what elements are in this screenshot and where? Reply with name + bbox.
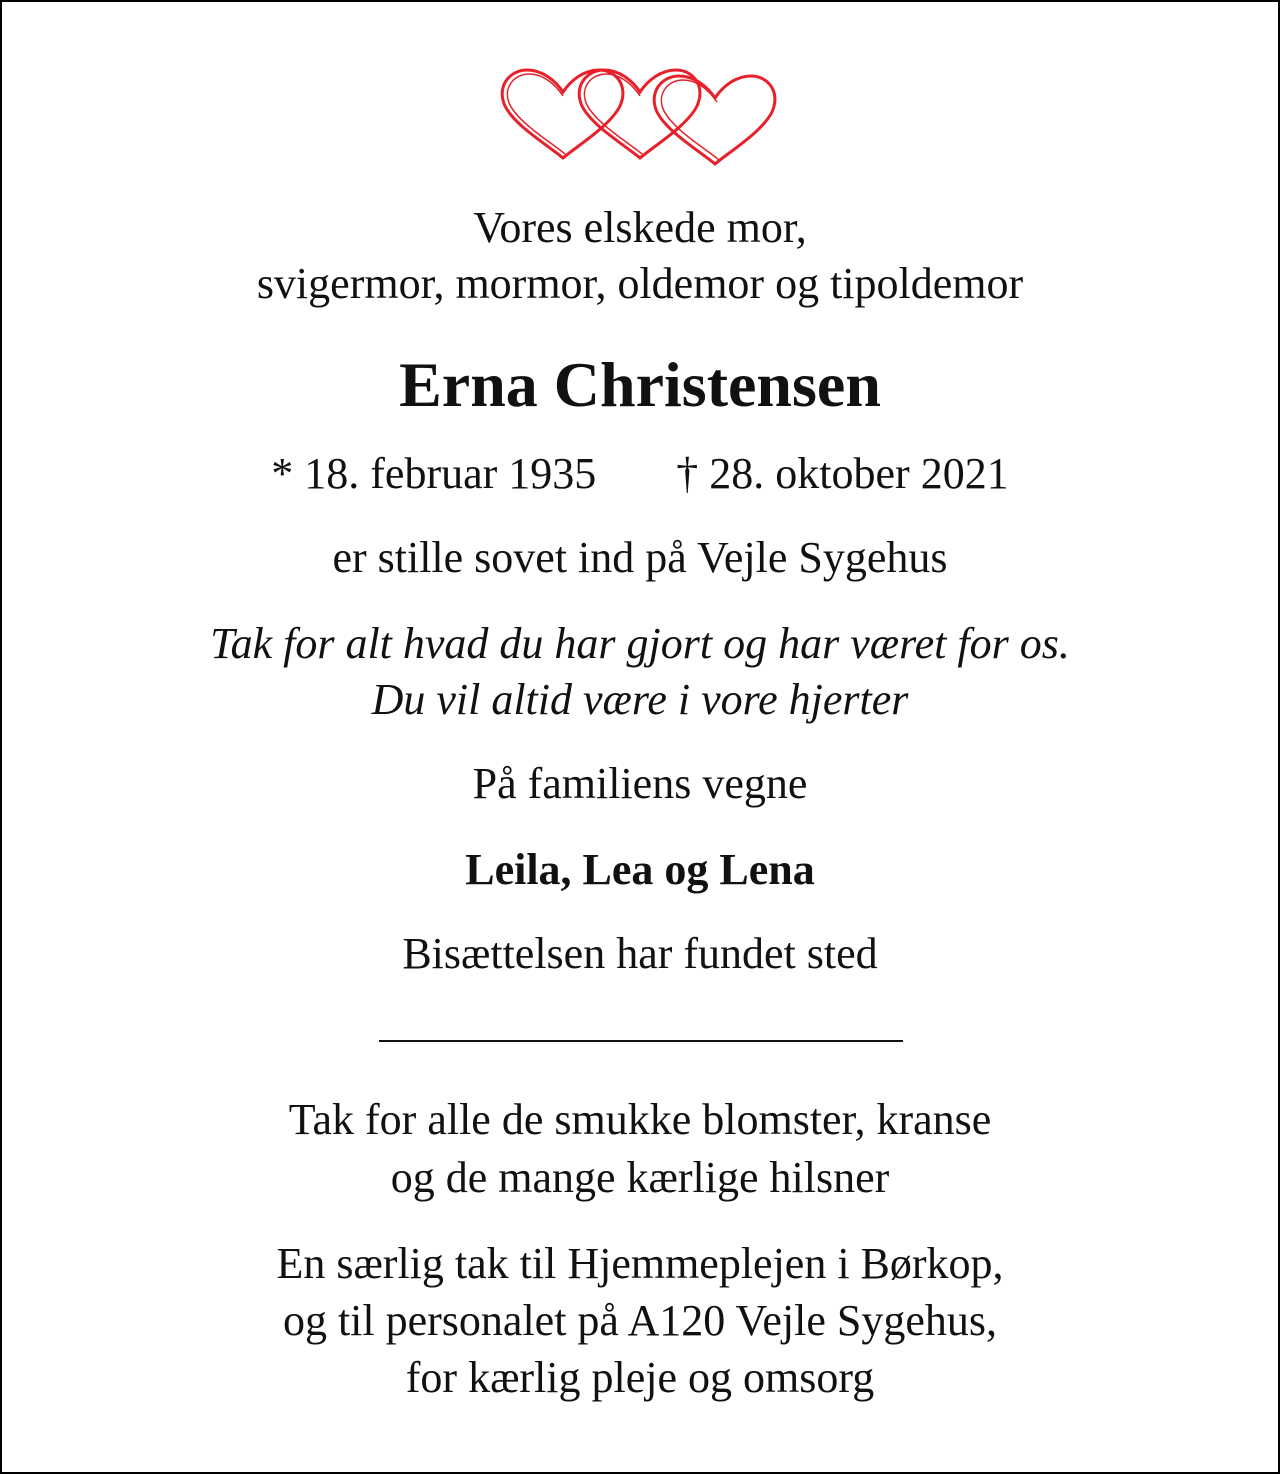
intro-line-1: Vores elskede mor,	[473, 203, 807, 252]
birth-symbol: *	[271, 449, 294, 498]
three-hearts-icon	[497, 62, 783, 170]
section-divider	[379, 1040, 903, 1042]
death-symbol: †	[676, 449, 699, 498]
left-heart-icon	[502, 70, 623, 158]
funeral-text: Bisættelsen har fundet sted	[402, 929, 878, 978]
thanks-line-1: Tak for alle de smukke blomster, kranse	[288, 1095, 992, 1144]
special-thanks-line-3: for kærlig pleje og omsorg	[405, 1353, 875, 1402]
death-date: 28. oktober 2021	[709, 449, 1009, 498]
middle-heart-icon	[579, 70, 700, 158]
tribute-line-2: Du vil altid være i vore hjerter	[371, 675, 909, 724]
passing-text: er stille sovet ind på Vejle Sygehus	[332, 533, 948, 582]
family-names: Leila, Lea og Lena	[465, 845, 815, 894]
tribute-line-1: Tak for alt hvad du har gjort og har været for os.	[210, 619, 1070, 668]
life-dates	[0, 446, 1280, 502]
intro-line-2: svigermor, mormor, oldemor og tipoldemor	[256, 259, 1024, 308]
birth-date: 18. februar 1935	[304, 449, 597, 498]
thanks-line-2: og de mange kærlige hilsner	[390, 1153, 890, 1202]
special-thanks-line-2: og til personalet på A120 Vejle Sygehus,	[282, 1296, 998, 1345]
right-heart-icon	[654, 76, 775, 164]
deceased-name: Erna Christensen	[399, 349, 881, 420]
behalf-text: På familiens vegne	[472, 759, 808, 808]
special-thanks-line-1: En særlig tak til Hjemmeplejen i Børkop,	[276, 1239, 1004, 1288]
